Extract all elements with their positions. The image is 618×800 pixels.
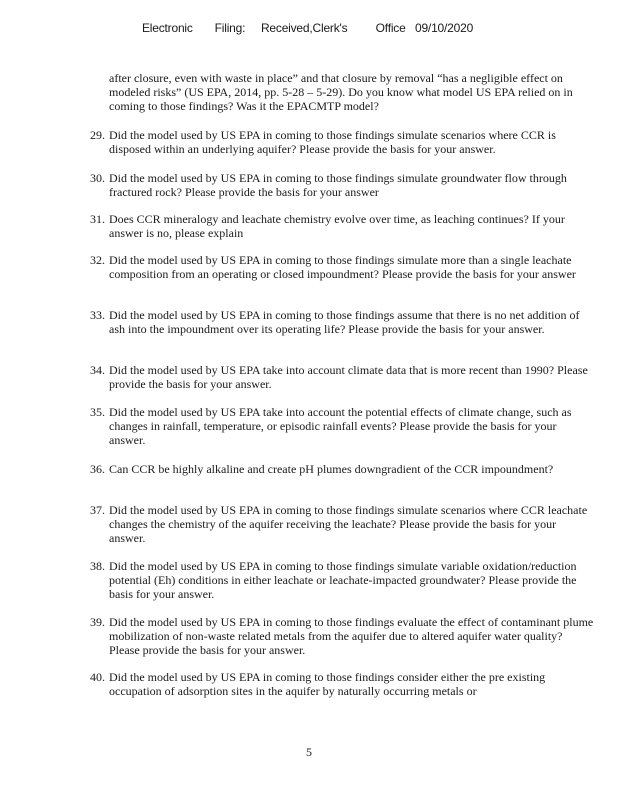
question-number: 33. xyxy=(90,308,105,322)
question-text: Did the model used by US EPA in coming to those findings simulate more than a single leachate composition from an operating or closed impoundment? Please provide the basis for your answer xyxy=(109,253,576,282)
header-received: Received,Clerk's xyxy=(260,21,348,35)
question-number: 35. xyxy=(90,405,105,419)
question-number: 32. xyxy=(90,253,105,267)
page-number: 5 xyxy=(306,745,312,759)
question-29 xyxy=(90,128,595,156)
question-text: Did the model used by US EPA in coming to those findings simulate scenarios where CCR leachate changes the chemistry of the aquifer receiving the leachate? Please provide the basis for your answer. xyxy=(109,503,588,546)
question-number: 34. xyxy=(90,363,105,377)
question-text: Did the model used by US EPA in coming to those findings consider either the pre existing occupation of adsorption sites in the aquifer by naturally occurring metals or xyxy=(109,670,546,699)
question-text: Did the model used by US EPA in coming to those findings simulate groundwater flow through fractured rock? Please provide the basis for your answer xyxy=(109,171,567,200)
header-office: Office xyxy=(375,21,406,35)
question-number: 36. xyxy=(90,462,105,476)
question-32 xyxy=(90,253,595,281)
question-text: Can CCR be highly alkaline and create pH plumes downgradient of the CCR impoundment? xyxy=(109,462,554,476)
question-text: Did the model used by US EPA in coming to those findings simulate scenarios where CCR is disposed within an underlying aquifer? Please provide the basis for your answer. xyxy=(109,128,556,157)
question-30 xyxy=(90,171,595,199)
question-number: 39. xyxy=(90,615,105,629)
question-35 xyxy=(90,405,595,448)
question-38 xyxy=(90,559,595,602)
question-text: Did the model used by US EPA in coming to those findings evaluate the effect of contaminant plume mobilization of non-waste related metals from the aquifer due to altered aquifer water quality? Please provide the basis for your answer. xyxy=(109,615,594,658)
question-number: 30. xyxy=(90,171,105,185)
intro-paragraph: after closure, even with waste in place” and that closure by removal “has a negligible effect on modeled risks” (US EPA, 2014, pp. 5-28 – 5-29). Do you know what model US EPA relied on in coming to those findings? Was it the EPACMTP model? xyxy=(109,71,573,114)
header-electronic: Electronic xyxy=(142,21,193,35)
question-text: Did the model used by US EPA in coming to those findings assume that there is no net addition of ash into the impoundment over its operating life? Please provide the basis for your answer. xyxy=(109,308,580,337)
header-date: 09/10/2020 xyxy=(414,21,474,35)
question-37 xyxy=(90,503,595,546)
question-number: 29. xyxy=(90,128,105,142)
question-text: Did the model used by US EPA take into account climate data that is more recent than 1990? Please provide the basis for your answer. xyxy=(109,363,588,392)
question-text: Did the model used by US EPA take into account the potential effects of climate change, such as changes in rainfall, temperature, or episodic rainfall events? Please provide the basis for your answer. xyxy=(109,405,572,448)
question-text: Does CCR mineralogy and leachate chemistry evolve over time, as leaching continues? If your answer is no, please explain xyxy=(109,212,565,241)
question-number: 40. xyxy=(90,670,105,684)
question-33 xyxy=(90,308,595,336)
question-31 xyxy=(90,212,595,240)
question-34 xyxy=(90,363,595,391)
header-filing: Filing: xyxy=(214,21,246,35)
question-number: 38. xyxy=(90,559,105,573)
question-number: 37. xyxy=(90,503,105,517)
question-36 xyxy=(90,462,595,476)
question-text: Did the model used by US EPA in coming to those findings simulate variable oxidation/reduction potential (Eh) conditions in either leachate or leachate-impacted groundwater? Please provide the basis for your answer. xyxy=(109,559,577,602)
filing-header xyxy=(142,21,562,35)
question-39 xyxy=(90,615,595,658)
question-40 xyxy=(90,670,595,698)
question-number: 31. xyxy=(90,212,105,226)
